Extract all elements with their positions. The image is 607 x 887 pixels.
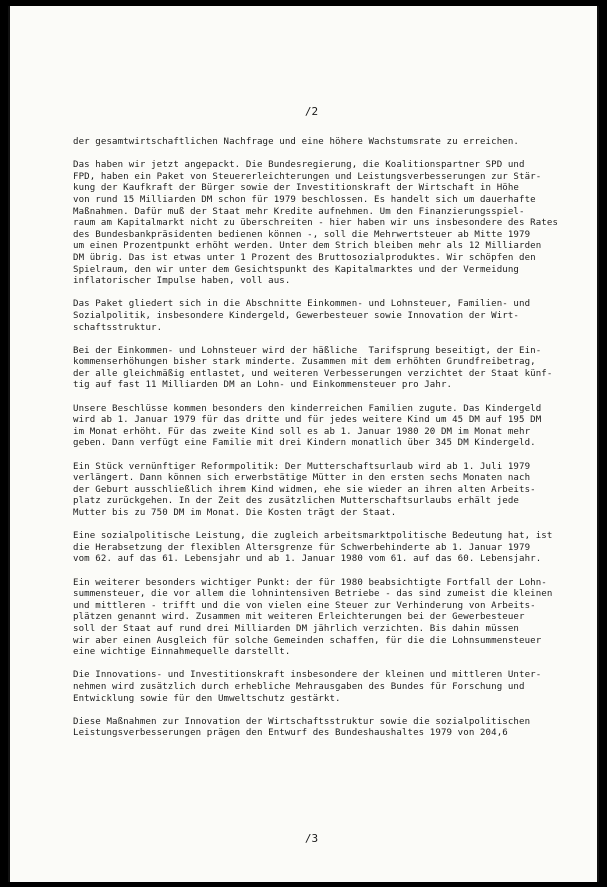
text-line: Diese Maßnahmen zur Innovation der Wirtschaftsstruktur sowie die sozialpolitischen — [73, 716, 531, 727]
text-line: summensteuer, die vor allem die lohnintensiven Betriebe - das sind zumeist die kleinen — [73, 589, 553, 600]
page-number: /2 — [304, 105, 319, 118]
text-line: Das Paket gliedert sich in die Abschnitte Einkommen- und Lohnsteuer, Familien- und — [73, 299, 531, 310]
paragraph — [73, 137, 593, 149]
text-line: die Herabsetzung der flexiblen Altersgrenze für Schwerbehinderte ab 1. Januar 1979 — [73, 542, 531, 553]
text-line: Leistungsverbesserungen prägen den Entwurf des Bundeshaushaltes 1979 von 204,6 — [73, 728, 508, 739]
paragraph — [73, 346, 593, 392]
body-text — [73, 137, 593, 751]
text-line: vom 62. auf das 61. Lebensjahr und ab 1. Januar 1980 vom 61. auf das 60. Lebensjahr. — [73, 554, 542, 565]
paragraph — [73, 531, 593, 566]
text-line: inflatorischer Impulse haben, voll aus. — [73, 276, 291, 287]
next-page-number: /3 — [304, 832, 319, 845]
text-line: Die Innovations- und Investitionskraft insbesondere der kleinen und mittleren Unter- — [73, 670, 542, 681]
text-line: eine wichtige Einnahmequelle darstellt. — [73, 647, 291, 658]
text-line: geben. Dann verfügt eine Familie mit drei Kindern monatlich über 345 DM Kindergeld. — [73, 438, 536, 449]
text-line: Unsere Beschlüsse kommen besonders den kinderreichen Familien zugute. Das Kindergeld — [73, 403, 542, 414]
text-line: Sozialpolitik, insbesondere Kindergeld, Gewerbesteuer sowie Innovation der Wirt- — [73, 310, 519, 321]
text-line: und mittleren - trifft und die von vielen eine Steuer zur Verhinderung von Arbeits- — [73, 600, 536, 611]
text-line: Bei der Einkommen- und Lohnsteuer wird der häßliche Tarifsprung beseitigt, der Ein- — [73, 345, 542, 356]
text-line: der gesamtwirtschaftlichen Nachfrage und eine höhere Wachstumsrate zu erreichen. — [73, 137, 519, 147]
text-line: des Bundesbankpräsidenten bedienen können -, soll die Mehrwertsteuer ab Mitte 1979 — [73, 229, 531, 240]
text-line: Maßnahmen. Dafür muß der Staat mehr Kredite aufnehmen. Um den Finanzierungsspiel- — [73, 206, 525, 217]
text-line: der alle gleichmäßig entlastet, und weiteren Verbesserungen verzichtet der Staat künf- — [73, 368, 553, 379]
text-line: wir aber einen Ausgleich für solche Gemeinden schaffen, für die die Lohnsummensteuer — [73, 635, 542, 646]
text-line: DM übrig. Das ist etwas unter 1 Prozent des Bruttosozialproduktes. Wir schöpfen den — [73, 252, 536, 263]
paragraph — [73, 670, 593, 705]
paragraph — [73, 404, 593, 450]
text-line: Das haben wir jetzt angepackt. Die Bundesregierung, die Koalitionspartner SPD und — [73, 160, 525, 171]
text-line: Ein Stück vernünftiger Reformpolitik: Der Mutterschaftsurlaub wird ab 1. Juli 1979 — [73, 461, 531, 472]
text-line: platz zurückgehen. In der Zeit des zusätzlichen Mutterschaftsurlaubs erhält jede — [73, 496, 519, 507]
text-line: Entwicklung sowie für den Umweltschutz gestärkt. — [73, 693, 341, 704]
text-line: soll der Staat auf rund drei Milliarden DM jährlich verzichten. Bis dahin müssen — [73, 623, 519, 634]
paragraph — [73, 578, 593, 659]
paragraph — [73, 160, 593, 288]
text-line: Mutter bis zu 750 DM im Monat. Die Kosten trägt der Staat. — [73, 508, 397, 518]
text-line: der Geburt ausschließlich ihrem Kind widmen, ehe sie wieder an ihren alten Arbeits- — [73, 484, 536, 495]
document-page — [8, 6, 599, 882]
text-line: Eine sozialpolitische Leistung, die zugleich arbeitsmarktpolitische Bedeutung hat, ist — [73, 531, 553, 542]
text-line: von rund 15 Milliarden DM schon für 1979 beschlossen. Es handelt sich um dauerhafte — [73, 194, 536, 205]
text-line: FPD, haben ein Paket von Steuererleichterungen und Leistungsverbesserungen zur Stär- — [73, 171, 542, 182]
paragraph — [73, 717, 593, 740]
text-line: kommenserhöhungen bisher stark minderte. Zusammen mit dem erhöhten Grundfreibetrag, — [73, 357, 536, 368]
paragraph — [73, 299, 593, 334]
text-line: raum am Kapitalmarkt nicht zu überschreiten - hier haben wir uns insbesondere des Rates — [73, 218, 559, 229]
text-line: kung der Kaufkraft der Bürger sowie der Investitionskraft der Wirtschaft in Höhe — [73, 183, 519, 194]
text-line: plätzen genannt wird. Zusammen mit weiteren Erleichterungen bei der Gewerbesteuer — [73, 612, 525, 623]
text-line: nehmen wird zusätzlich durch erhebliche Mehrausgaben des Bundes für Forschung und — [73, 681, 525, 692]
text-line: schaftsstruktur. — [73, 322, 163, 333]
text-line: tig auf fast 11 Milliarden DM an Lohn- und Einkommensteuer pro Jahr. — [73, 380, 453, 391]
text-line: Ein weiterer besonders wichtiger Punkt: der für 1980 beabsichtigte Fortfall der Lohn- — [73, 577, 547, 588]
text-line: verlängert. Dann können sich erwerbstätige Mütter in den ersten sechs Monaten nach — [73, 473, 531, 484]
text-line: im Monat erhöht. Für das zweite Kind soll es ab 1. Januar 1980 20 DM im Monat mehr — [73, 426, 531, 437]
text-line: um einen Prozentpunkt erhöht werden. Unter dem Strich bleiben mehr als 12 Milliarden — [73, 241, 542, 252]
paragraph — [73, 462, 593, 520]
text-line: wird ab 1. Januar 1979 für das dritte und für jedes weitere Kind um 45 DM auf 195 DM — [73, 415, 542, 426]
text-line: Spielraum, den wir unter dem Gesichtspunkt des Kapitalmarktes und der Vermeidung — [73, 264, 519, 275]
